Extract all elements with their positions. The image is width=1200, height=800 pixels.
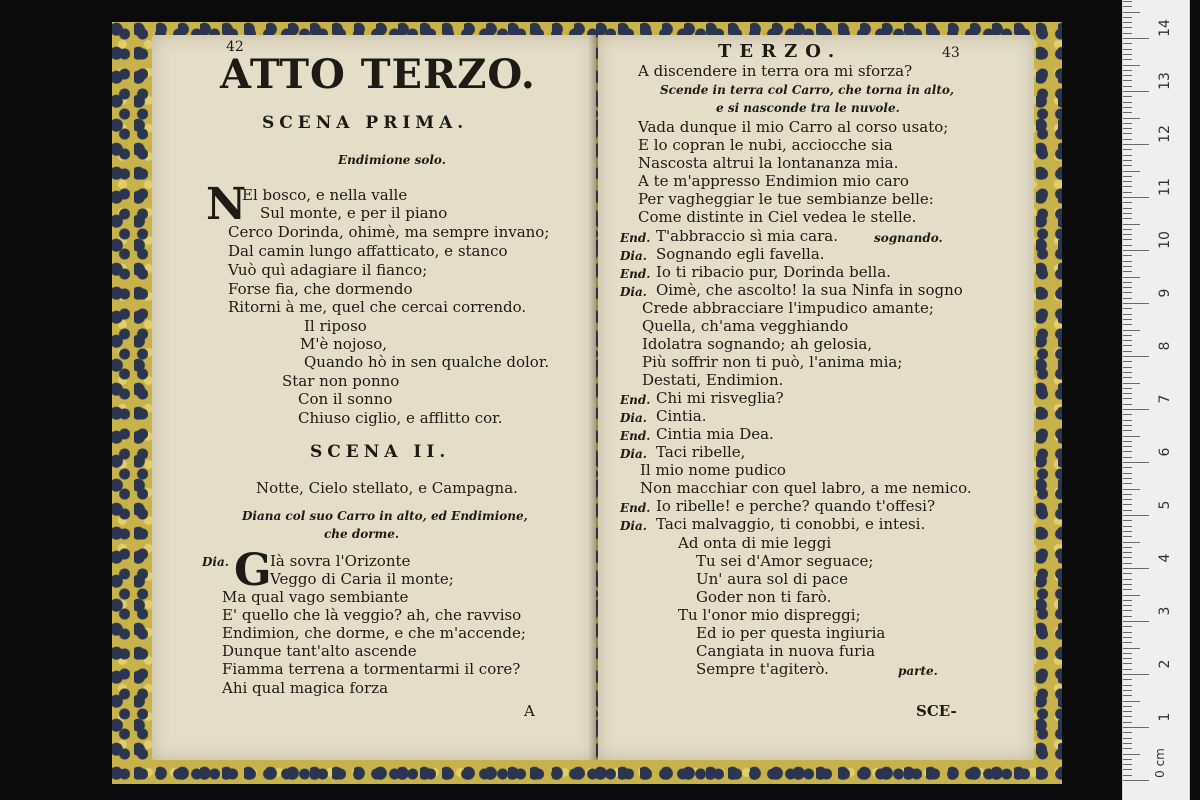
ruler-tick: [1123, 526, 1132, 527]
ruler-tick: [1123, 536, 1132, 537]
ruler-tick: [1123, 483, 1132, 484]
ruler-tick: [1123, 176, 1132, 177]
speaker-label: Dia.: [620, 447, 647, 461]
ruler-tick: [1123, 70, 1132, 71]
ruler-tick: [1123, 213, 1132, 214]
ruler-label: 3: [1157, 606, 1173, 616]
verse-line: Vuò quì adagiare il fianco;: [228, 261, 428, 279]
ruler-tick: [1123, 547, 1132, 548]
ruler-tick: [1123, 340, 1132, 341]
speaker-label: Dia.: [620, 519, 647, 533]
ruler-tick: [1123, 367, 1132, 368]
ruler-tick: [1123, 96, 1132, 97]
ruler-tick: [1123, 43, 1132, 44]
ruler-label: 14: [1157, 19, 1173, 37]
running-head: TERZO.: [718, 41, 843, 62]
scene-one-title: SCENA PRIMA.: [262, 113, 469, 133]
speaker-label: Dia.: [202, 555, 229, 569]
dialogue-line: Taci malvaggio, ti conobbi, e intesi.: [656, 515, 926, 533]
ruler-label: 4: [1157, 553, 1173, 563]
ruler-tick: [1123, 520, 1132, 521]
verse-line: Chiuso ciglio, e afflitto cor.: [298, 409, 503, 427]
scene-two-direction: che dorme.: [324, 527, 400, 541]
ruler-tick: [1123, 144, 1149, 145]
ruler-tick: [1123, 250, 1149, 251]
ruler-tick: [1123, 361, 1132, 362]
ruler-tick: [1123, 255, 1132, 256]
ruler-tick: [1123, 542, 1140, 543]
verse-line: Sul monte, e per il piano: [260, 204, 448, 222]
ruler-tick: [1123, 425, 1132, 426]
verse-line: Ahi qual magica forza: [222, 679, 389, 697]
dialogue-line: Io ti ribacio pur, Dorinda bella.: [656, 263, 891, 281]
ruler-tick: [1123, 271, 1132, 272]
ruler-tick: [1123, 701, 1140, 702]
ruler-tick: [1123, 128, 1132, 129]
verse-line: El bosco, e nella valle: [242, 186, 408, 204]
ruler-tick: [1123, 261, 1132, 262]
ruler-tick: [1123, 12, 1140, 13]
aria-line: Tu l'onor mio dispreggi;: [678, 606, 861, 624]
dialogue-line: Il mio nome pudico: [640, 461, 786, 479]
ruler-label: 5: [1157, 500, 1173, 510]
ruler-tick: [1123, 489, 1140, 490]
aria-line: Ad onta di mie leggi: [678, 534, 832, 552]
verse-line: Dunque tant'alto ascende: [222, 642, 417, 660]
stage-note: sognando.: [874, 231, 943, 245]
catchword: SCE-: [916, 702, 957, 720]
dialogue-line: Cintia mia Dea.: [656, 425, 774, 443]
speaker-label: Dia.: [620, 249, 647, 263]
ruler-tick: [1123, 430, 1132, 431]
ruler-tick: [1123, 383, 1140, 384]
ruler-tick: [1123, 658, 1132, 659]
dialogue-line: Destati, Endimion.: [642, 371, 784, 389]
dialogue-line: Crede abbracciare l'impudico amante;: [642, 299, 934, 317]
ruler-tick: [1123, 552, 1132, 553]
ruler-tick: [1123, 160, 1132, 161]
verse-line: Con il sonno: [298, 390, 393, 408]
ruler-tick: [1123, 716, 1132, 717]
ruler-tick: [1123, 324, 1132, 325]
ruler-tick: [1123, 706, 1132, 707]
ruler-tick: [1123, 674, 1149, 675]
ruler-tick: [1123, 457, 1132, 458]
ruler-tick: [1123, 663, 1132, 664]
speaker-label: End.: [620, 267, 651, 281]
verse-line: Per vagheggiar le tue sembianze belle:: [638, 190, 934, 208]
verse-line: Ià sovra l'Orizonte: [270, 552, 411, 570]
dialogue-line: Idolatra sognando; ah gelosia,: [642, 335, 873, 353]
ruler-tick: [1123, 557, 1132, 558]
verse-line: A discendere in terra ora mi sforza?: [638, 62, 913, 80]
ruler-tick: [1123, 732, 1132, 733]
ruler-label: 2: [1157, 659, 1173, 669]
ruler-tick: [1123, 356, 1149, 357]
ruler-tick: [1123, 632, 1132, 633]
ruler-tick: [1123, 642, 1132, 643]
dialogue-line: Quella, ch'ama vegghiando: [642, 317, 849, 335]
ruler-tick: [1123, 27, 1132, 28]
ruler-tick: [1123, 775, 1132, 776]
ruler-label: 11: [1157, 178, 1173, 196]
verse-line: Il riposo: [304, 317, 367, 335]
right-page: [598, 35, 1034, 760]
ruler-tick: [1123, 287, 1132, 288]
left-page: [152, 35, 596, 760]
ruler-tick: [1123, 229, 1132, 230]
ruler-tick: [1123, 86, 1132, 87]
dialogue-line: Oimè, che ascolto! la sua Ninfa in sogno: [656, 281, 963, 299]
aria-line: Un' aura sol di pace: [696, 570, 848, 588]
aria-line: Tu sei d'Amor seguace;: [696, 552, 874, 570]
ruler-tick: [1123, 436, 1140, 437]
ruler-tick: [1123, 112, 1132, 113]
ruler-tick: [1123, 409, 1149, 410]
ruler-tick: [1123, 372, 1132, 373]
scene-one-character: Endimione solo.: [338, 153, 446, 167]
ruler-tick: [1123, 303, 1149, 304]
verse-line: Endimion, che dorme, e che m'accende;: [222, 624, 526, 642]
ruler-tick: [1123, 319, 1132, 320]
ruler-tick: [1123, 314, 1132, 315]
ruler-tick: [1123, 239, 1132, 240]
speaker-label: Dia.: [620, 411, 647, 425]
stage-direction: e si nasconde tra le nuvole.: [716, 101, 900, 115]
dropcap-n: N: [206, 179, 247, 230]
ruler-tick: [1123, 393, 1132, 394]
verse-line: Cerco Dorinda, ohimè, ma sempre invano;: [228, 223, 550, 241]
ruler-tick: [1123, 181, 1132, 182]
ruler-tick: [1123, 165, 1132, 166]
ruler-tick: [1123, 531, 1132, 532]
ruler-tick: [1123, 266, 1132, 267]
ruler-tick: [1123, 234, 1132, 235]
ruler-tick: [1123, 420, 1132, 421]
ruler-tick: [1123, 54, 1132, 55]
stage-direction: Scende in terra col Carro, che torna in alto,: [660, 83, 955, 97]
ruler-tick: [1123, 80, 1132, 81]
scene-two-direction: Diana col suo Carro in alto, ed Endimione,: [242, 509, 528, 523]
ruler-tick: [1123, 208, 1132, 209]
ruler-tick: [1123, 245, 1132, 246]
aria-line: Ed io per questa ingiuria: [696, 624, 886, 642]
ruler-tick: [1123, 600, 1132, 601]
ruler-tick: [1123, 711, 1132, 712]
ruler-tick: [1123, 398, 1132, 399]
ruler-tick: [1123, 6, 1132, 7]
verse-line: Ritorni à me, quel che cercai correndo.: [228, 298, 527, 316]
verse-line: M'è nojoso,: [300, 335, 387, 353]
ruler-tick: [1123, 107, 1132, 108]
ruler-tick: [1123, 414, 1132, 415]
speaker-label: End.: [620, 501, 651, 515]
ruler-tick: [1123, 568, 1149, 569]
ruler-tick: [1123, 648, 1140, 649]
ruler-tick: [1123, 563, 1132, 564]
ruler-tick: [1123, 38, 1149, 39]
ruler-tick: [1123, 224, 1140, 225]
ruler-tick: [1123, 404, 1132, 405]
ruler-label: 1: [1157, 712, 1173, 722]
ruler-tick: [1123, 595, 1140, 596]
ruler-tick: [1123, 780, 1149, 781]
ruler-tick: [1123, 685, 1132, 686]
ruler-tick: [1123, 202, 1132, 203]
ruler-tick: [1123, 351, 1132, 352]
ruler-tick: [1123, 192, 1132, 193]
verse-line: Fiamma terrena a tormentarmi il core?: [222, 660, 521, 678]
act-title: ATTO TERZO.: [220, 51, 536, 98]
ruler-label: 6: [1157, 447, 1173, 457]
ruler-tick: [1123, 467, 1132, 468]
verse-line: Dal camin lungo affatticato, e stanco: [228, 242, 508, 260]
ruler-tick: [1123, 75, 1132, 76]
speaker-label: End.: [620, 393, 651, 407]
verse-line: Nascosta altrui la lontananza mia.: [638, 154, 899, 172]
ruler-tick: [1123, 133, 1132, 134]
ruler-tick: [1123, 695, 1132, 696]
ruler-tick: [1123, 764, 1132, 765]
ruler-tick: [1123, 330, 1140, 331]
ruler-tick: [1123, 22, 1132, 23]
dialogue-line: Chi mi risveglia?: [656, 389, 784, 407]
dialogue-line: Più soffrir non ti può, l'anima mia;: [642, 353, 903, 371]
ruler-tick: [1123, 17, 1132, 18]
ruler-tick: [1123, 515, 1149, 516]
ruler-tick: [1123, 610, 1132, 611]
ruler-label: 10: [1157, 231, 1173, 249]
ruler-tick: [1123, 573, 1132, 574]
ruler-label: 7: [1157, 394, 1173, 404]
ruler-tick: [1123, 669, 1132, 670]
ruler-tick: [1123, 65, 1140, 66]
ruler-tick: [1123, 584, 1132, 585]
ruler-label: 12: [1157, 125, 1173, 143]
dialogue-line: T'abbraccio sì mia cara.: [656, 227, 839, 245]
ruler-unit-label: 0 cm: [1152, 748, 1167, 778]
ruler-tick: [1123, 738, 1132, 739]
verse-line: Star non ponno: [282, 372, 400, 390]
ruler-tick: [1123, 345, 1132, 346]
ruler-tick: [1123, 478, 1132, 479]
ruler-tick: [1123, 282, 1132, 283]
dropcap-g: G: [234, 545, 272, 596]
ruler-tick: [1123, 377, 1132, 378]
ruler-tick: [1123, 197, 1149, 198]
signature-mark: A: [524, 702, 535, 720]
ruler-tick: [1123, 155, 1132, 156]
ruler-tick: [1123, 186, 1132, 187]
aria-line: Cangiata in nuova furia: [696, 642, 876, 660]
ruler-tick: [1123, 462, 1149, 463]
dialogue-line: Taci ribelle,: [656, 443, 746, 461]
ruler-tick: [1123, 679, 1132, 680]
speaker-label: End.: [620, 231, 651, 245]
ruler-tick: [1123, 149, 1132, 150]
ruler-tick: [1123, 473, 1132, 474]
aria-line: Sempre t'agiterò.: [696, 660, 829, 678]
ruler-tick: [1123, 504, 1132, 505]
ruler-label: 13: [1157, 72, 1173, 90]
page-number-left: 42: [226, 39, 244, 55]
ruler-tick: [1123, 292, 1132, 293]
ruler-tick: [1123, 308, 1132, 309]
verse-line: Come distinte in Ciel vedea le stelle.: [638, 208, 917, 226]
ruler-tick: [1123, 605, 1132, 606]
verse-line: Quando hò in sen qualche dolor.: [304, 353, 550, 371]
dialogue-line: Non macchiar con quel labro, a me nemico.: [640, 479, 972, 497]
ruler-tick: [1123, 637, 1132, 638]
ruler-tick: [1123, 589, 1132, 590]
ruler-tick: [1123, 510, 1132, 511]
ruler-tick: [1123, 218, 1132, 219]
ruler-tick: [1123, 102, 1132, 103]
ruler-tick: [1123, 446, 1132, 447]
ruler-tick: [1123, 1, 1132, 2]
ruler-tick: [1123, 769, 1132, 770]
ruler-tick: [1123, 579, 1132, 580]
ruler-label: 9: [1157, 288, 1173, 298]
verse-line: Vada dunque il mio Carro al corso usato;: [638, 118, 949, 136]
ruler-label: 8: [1157, 341, 1173, 351]
ruler-tick: [1123, 171, 1140, 172]
verse-line: Veggo di Caria il monte;: [270, 570, 454, 588]
speaker-label: End.: [620, 429, 651, 443]
ruler-tick: [1123, 499, 1132, 500]
scene-two-setting: Notte, Cielo stellato, e Campagna.: [256, 479, 518, 497]
ruler-tick: [1123, 91, 1149, 92]
ruler-tick: [1123, 123, 1132, 124]
scene-two-title: SCENA II.: [310, 442, 451, 462]
ruler-tick: [1123, 616, 1132, 617]
ruler-tick: [1123, 727, 1149, 728]
speaker-label: Dia.: [620, 285, 647, 299]
ruler-tick: [1123, 298, 1132, 299]
ruler-tick: [1123, 722, 1132, 723]
ruler-tick: [1123, 653, 1132, 654]
ruler-tick: [1123, 626, 1132, 627]
ruler-tick: [1123, 49, 1132, 50]
dialogue-line: Sognando egli favella.: [656, 245, 825, 263]
ruler-tick: [1123, 33, 1132, 34]
ruler-tick: [1123, 118, 1140, 119]
ruler-tick: [1123, 690, 1132, 691]
dialogue-line: Cintia.: [656, 407, 707, 425]
page-number-right: 43: [942, 45, 960, 61]
ruler-tick: [1123, 335, 1132, 336]
ruler-tick: [1123, 748, 1132, 749]
verse-line: Ma qual vago sembiante: [222, 588, 409, 606]
ruler-tick: [1123, 277, 1140, 278]
verse-line: E lo copran le nubi, acciocche sia: [638, 136, 893, 154]
aria-line: Goder non ti farò.: [696, 588, 832, 606]
ruler-tick: [1123, 59, 1132, 60]
dialogue-line: Io ribelle! e perche? quando t'offesi?: [656, 497, 936, 515]
verse-line: E' quello che là veggio? ah, che ravviso: [222, 606, 522, 624]
measurement-ruler: [1122, 0, 1190, 800]
ruler-tick: [1123, 441, 1132, 442]
ruler-tick: [1123, 754, 1140, 755]
verse-line: Forse fia, che dormendo: [228, 280, 413, 298]
ruler-tick: [1123, 759, 1132, 760]
ruler-tick: [1123, 621, 1149, 622]
ruler-tick: [1123, 451, 1132, 452]
ruler-tick: [1123, 139, 1132, 140]
verse-line: A te m'appresso Endimion mio caro: [638, 172, 909, 190]
ruler-tick: [1123, 494, 1132, 495]
ruler-tick: [1123, 388, 1132, 389]
exit-note: parte.: [898, 664, 938, 678]
ruler-tick: [1123, 743, 1132, 744]
